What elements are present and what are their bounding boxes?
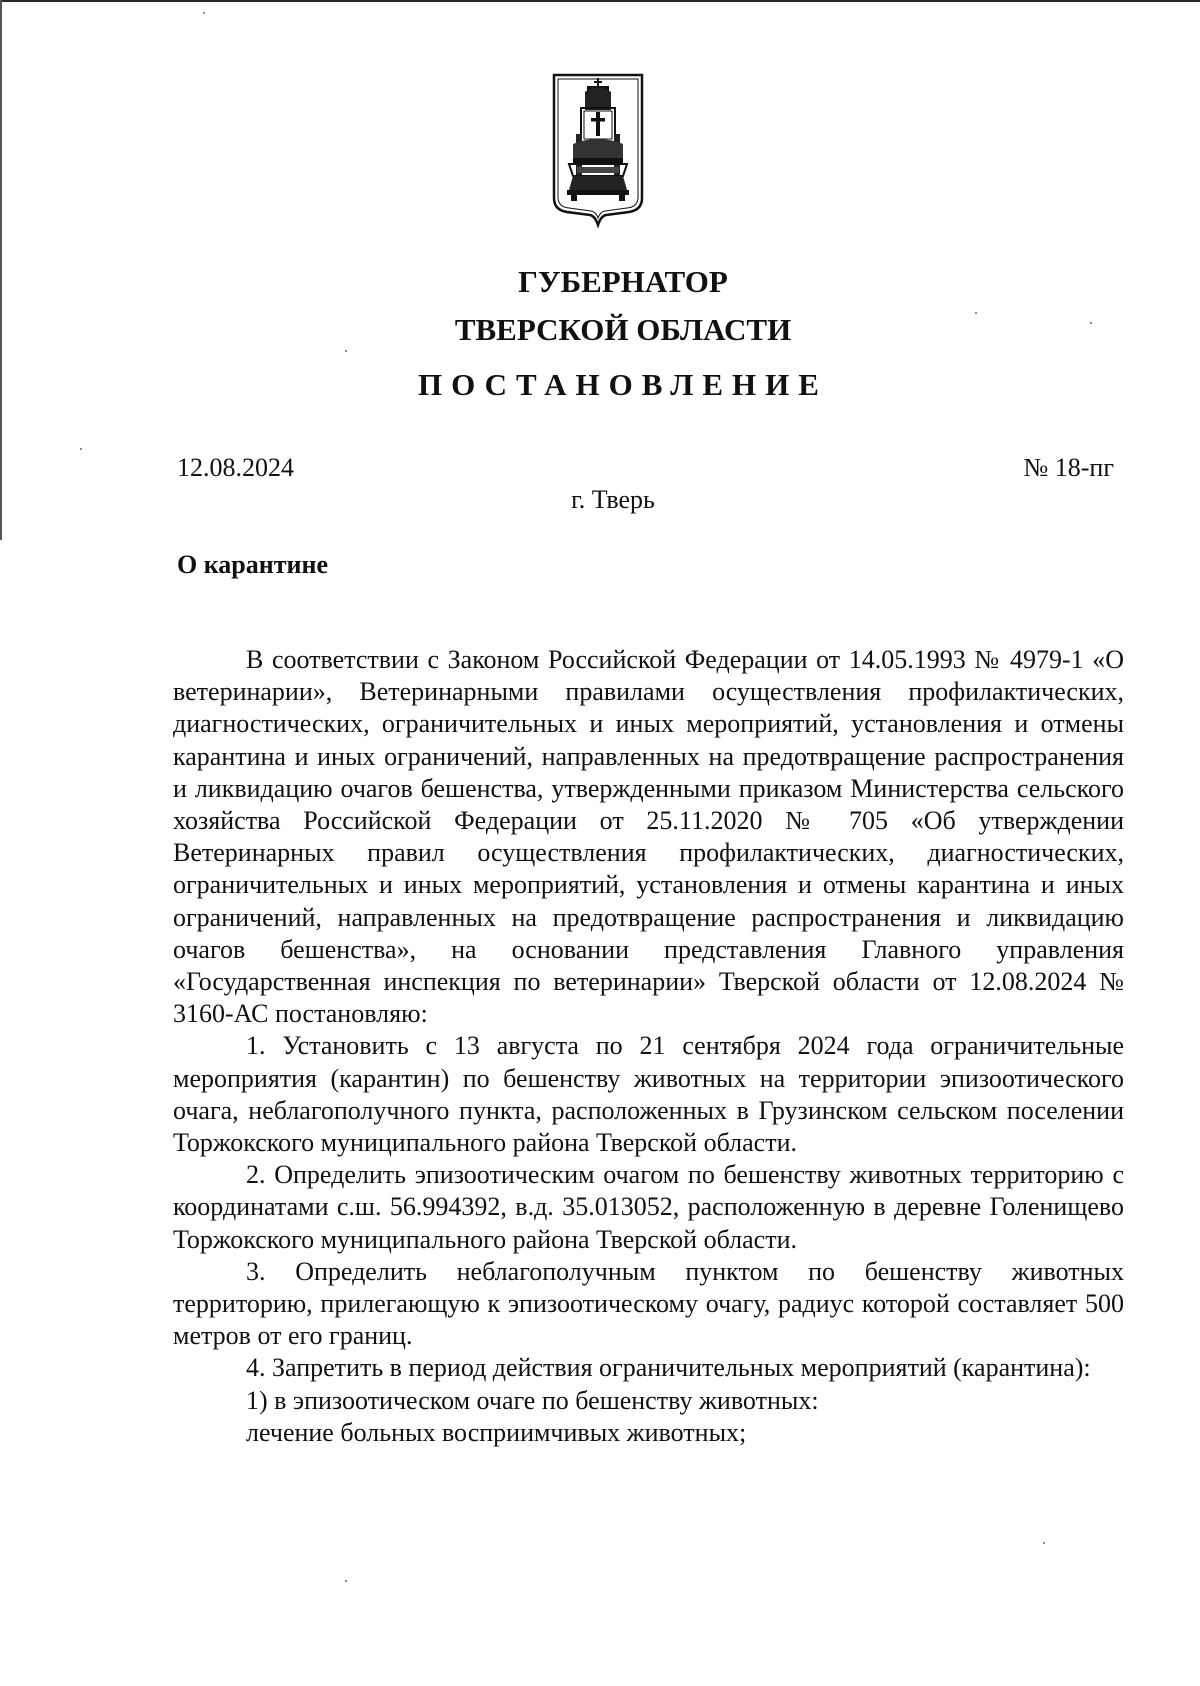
scan-speck <box>345 1580 347 1582</box>
document-date: 12.08.2024 <box>177 453 294 482</box>
coat-of-arms-emblem <box>551 72 645 228</box>
scan-speck <box>1043 1542 1045 1544</box>
scan-speck <box>80 448 82 450</box>
document-type-title: ПОСТАНОВЛЕНИЕ <box>418 367 828 402</box>
scan-speck <box>1090 322 1092 324</box>
item-4-subitem-1: 1) в эпизоотическом очаге по бешенству животных: <box>246 1385 819 1415</box>
document-body <box>173 644 1124 1449</box>
scan-speck <box>345 350 347 352</box>
document-number: № 18-пг <box>1023 453 1114 482</box>
scan-edge-top <box>0 0 1200 2</box>
document-subject: О карантине <box>177 550 329 579</box>
authority-line-1: ГУБЕРНАТОР <box>518 264 728 299</box>
scan-speck <box>203 12 205 14</box>
item-3-paragraph: 3. Определить неблагополучным пунктом по бешенству животных территорию, прилегающую к эпизоотическому очагу, радиус которой составляет 500 метров от его границ. <box>173 1256 1124 1351</box>
scan-speck <box>975 312 977 314</box>
preamble-paragraph: В соответствии с Законом Российской Федерации от 14.05.1993 № 4979-1 «О ветеринарии», Ветеринарными правилами осуществления профилактических, диагностических, ограничительных и иных мероприятий, установления и отмены карантина и иных ограничений, направленных на предотвращение распространения и ликвидацию очагов бешенства, утвержденными приказом Министерства сельского хозяйства Российской Федерации от 25.11.2020 № 705 «Об утверждении Ветеринарных правил осуществления профилактических, диагностических, ограничительных и иных мероприятий, установления и отмены карантина и иных ограничений, направленных на предотвращение распространения и ликвидацию очагов бешенства», на основании представления Главного управления «Государственная инспекция по ветеринарии» Тверской области от 12.08.2024 № 3160-АС постановляю: <box>173 645 1124 1029</box>
item-2-paragraph: 2. Определить эпизоотическим очагом по бешенству животных территорию с координатами с.ш. 56.994392, в.д. 35.013052, расположенную в деревне Голенищево Торжокского муниципального района Тверской области. <box>173 1160 1124 1254</box>
item-4-subitem-1-line-1: лечение больных восприимчивых животных; <box>246 1417 747 1447</box>
item-1-paragraph: 1. Установить с 13 августа по 21 сентября 2024 года ограничительные мероприятия (карантин) по бешенству животных на территории эпизоотического очага, неблагополучного пункта, расположенных в Грузинском сельском поселении Торжокского муниципального района Тверской области. <box>173 1031 1124 1158</box>
authority-line-2: ТВЕРСКОЙ ОБЛАСТИ <box>454 312 792 347</box>
authority-title <box>0 258 1200 354</box>
document-city: г. Тверь <box>571 485 655 514</box>
item-4-paragraph: 4. Запретить в период действия ограничительных мероприятий (карантина): <box>246 1353 1091 1383</box>
